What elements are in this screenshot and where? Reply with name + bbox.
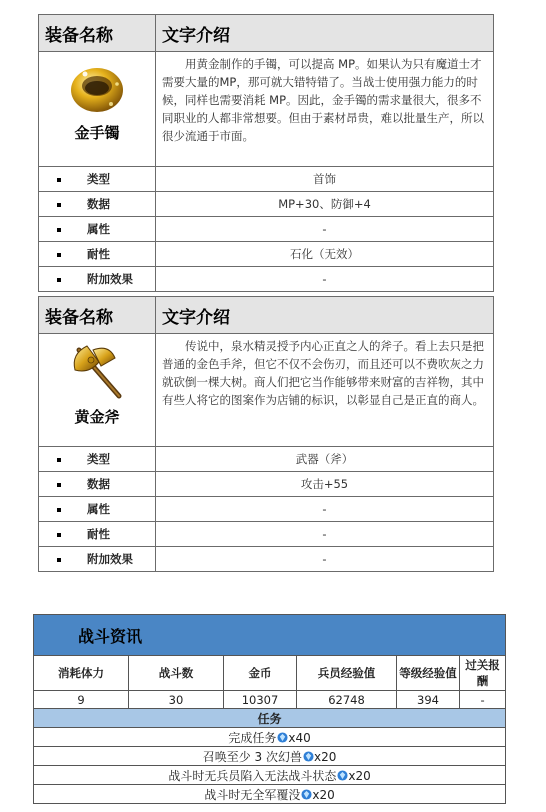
attr-value: - — [156, 497, 494, 522]
attr-key: 耐性 — [39, 242, 156, 267]
attr-key: 数据 — [39, 472, 156, 497]
bullet-icon — [57, 278, 61, 282]
task-row: 战斗时无全军覆没 x20 — [34, 785, 506, 804]
item-description: 用黄金制作的手镯，可以提高 MP。如果认为只有魔道士才需要大量的MP，那可就大错特错了。当战士使用强力能力的时候，同样也需要消耗 MP。因此，金手镯的需求量很大，很多不同职业的人都非常想要。但由于素材昂贵，难以批量生产，所以很少流通于市面。 — [156, 52, 494, 167]
gold-bracelet-icon — [65, 60, 129, 120]
column-header-troop-exp: 兵员经验值 — [297, 656, 397, 691]
bullet-icon — [57, 458, 61, 462]
item-name: 金手镯 — [74, 124, 120, 142]
column-header-gold: 金币 — [224, 656, 297, 691]
task-row: 战斗时无兵员陷入无法战斗状态 x20 — [34, 766, 506, 785]
bullet-icon — [57, 483, 61, 487]
attr-value: 石化（无效） — [156, 242, 494, 267]
equipment-table-2 — [38, 296, 494, 572]
attr-value: 攻击+55 — [156, 472, 494, 497]
value-stamina: 9 — [34, 691, 129, 709]
column-header-stamina: 消耗体力 — [34, 656, 129, 691]
item-name: 黄金斧 — [74, 408, 120, 426]
attr-value: - — [156, 547, 494, 572]
value-gold: 10307 — [224, 691, 297, 709]
task-row: 完成任务 x40 — [34, 728, 506, 747]
attr-value: - — [156, 522, 494, 547]
equipment-name-header: 装备名称 — [39, 297, 156, 334]
bullet-icon — [57, 203, 61, 207]
value-clear-reward: - — [460, 691, 506, 709]
golden-axe-icon — [65, 340, 129, 404]
bullet-icon — [57, 228, 61, 232]
bullet-icon — [57, 508, 61, 512]
item-description: 传说中，泉水精灵授予内心正直之人的斧子。看上去只是把普通的金色手斧，但它不仅不会伤刃，而且还可以不费吹灰之力就砍倒一棵大树。商人们把它当作能够带来财富的吉祥物，其中有些人将它的图案作为店铺的标识，以彰显自己是正直的商人。 — [156, 334, 494, 447]
battle-info-title: 战斗资讯 — [34, 615, 506, 656]
value-level-exp: 394 — [397, 691, 460, 709]
blue-gem-icon — [337, 770, 348, 781]
task-header: 任务 — [34, 709, 506, 728]
column-header-battles: 战斗数 — [129, 656, 224, 691]
attr-value: 武器（斧） — [156, 447, 494, 472]
blue-gem-icon — [277, 732, 288, 743]
blue-gem-icon — [301, 789, 312, 800]
attr-key: 耐性 — [39, 522, 156, 547]
bullet-icon — [57, 533, 61, 537]
attr-key: 附加效果 — [39, 547, 156, 572]
column-header-clear-reward: 过关报酬 — [460, 656, 506, 691]
attr-key: 类型 — [39, 447, 156, 472]
blue-gem-icon — [303, 751, 314, 762]
attr-value: 首饰 — [156, 167, 494, 192]
bullet-icon — [57, 558, 61, 562]
attr-value: - — [156, 267, 494, 292]
attr-key: 数据 — [39, 192, 156, 217]
item-picture-cell — [39, 334, 156, 447]
bullet-icon — [57, 178, 61, 182]
value-battles: 30 — [129, 691, 224, 709]
bullet-icon — [57, 253, 61, 257]
attr-key: 附加效果 — [39, 267, 156, 292]
value-troop-exp: 62748 — [297, 691, 397, 709]
equipment-name-header: 装备名称 — [39, 15, 156, 52]
text-intro-header: 文字介绍 — [156, 297, 494, 334]
item-picture-cell — [39, 52, 156, 167]
text-intro-header: 文字介绍 — [156, 15, 494, 52]
battle-info-table — [33, 614, 506, 804]
attr-value: - — [156, 217, 494, 242]
equipment-table-1 — [38, 14, 494, 292]
attr-key: 属性 — [39, 497, 156, 522]
task-row: 召唤至少 3 次幻兽 x20 — [34, 747, 506, 766]
attr-value: MP+30、防御+4 — [156, 192, 494, 217]
column-header-level-exp: 等级经验值 — [397, 656, 460, 691]
attr-key: 类型 — [39, 167, 156, 192]
attr-key: 属性 — [39, 217, 156, 242]
